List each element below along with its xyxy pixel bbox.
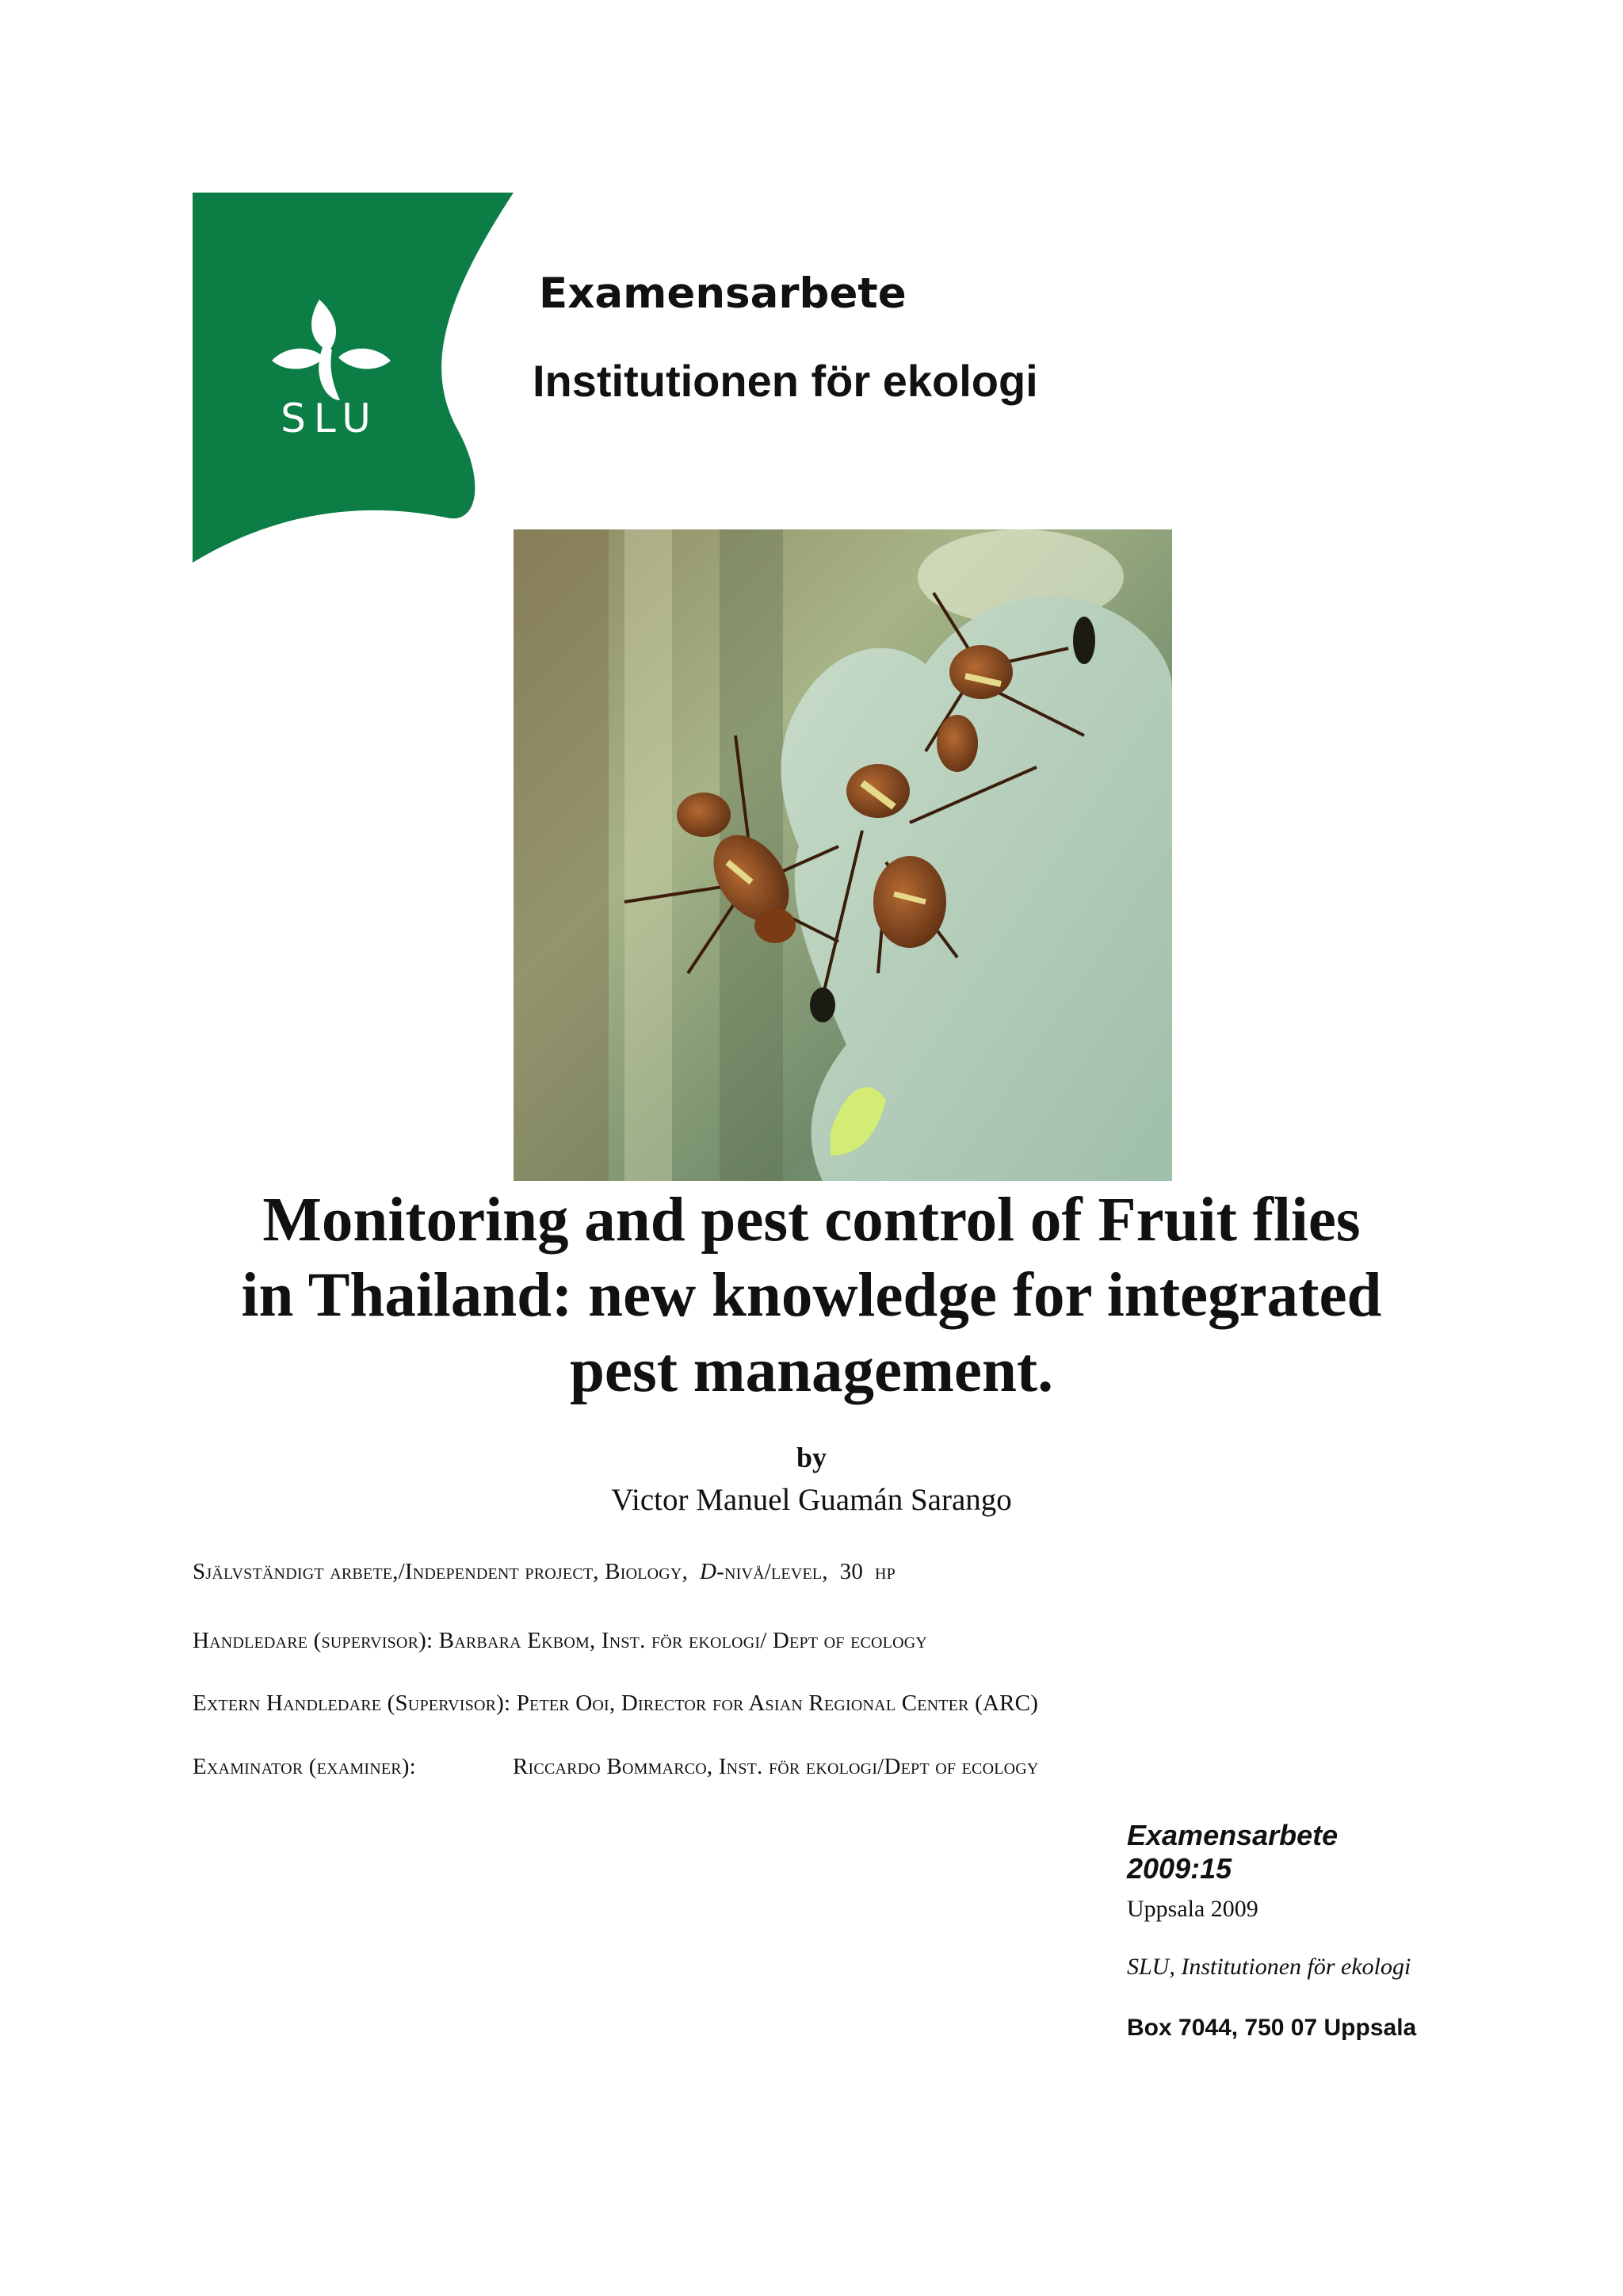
project-type: Självständigt arbete,/Independent project, Biology,	[193, 1559, 689, 1584]
project-info	[193, 1559, 896, 1585]
series-block	[1127, 1819, 1338, 1885]
title-line: pest management.	[570, 1336, 1053, 1405]
examiner-info	[193, 1754, 1039, 1780]
slu-logo	[193, 193, 514, 563]
logo-text: SLU	[281, 395, 379, 441]
level-letter: D	[699, 1559, 717, 1584]
examiner-label: Examinator (examiner):	[193, 1754, 416, 1779]
postal-address: Box 7044, 750 07 Uppsala	[1127, 2015, 1417, 2041]
credits-unit: hp	[874, 1560, 896, 1584]
series-number: 2009:15	[1127, 1852, 1232, 1885]
supervisor-info: Handledare (supervisor): Barbara Ekbom, Inst. för ekologi/ Dept of ecology	[193, 1628, 928, 1653]
credits-value: 30	[839, 1559, 864, 1584]
institution-name: SLU, Institutionen för ekologi	[1127, 1954, 1411, 1980]
title-line: Monitoring and pest control of Fruit flies	[262, 1186, 1361, 1255]
level-text: -nivå/level,	[716, 1559, 828, 1584]
author-name: Victor Manuel Guamán Sarango	[611, 1483, 1012, 1517]
header-title: Examensarbete	[539, 269, 907, 318]
extern-supervisor-info: Extern Handledare (Supervisor): Peter Ooi, Director for Asian Regional Center (ARC)	[193, 1690, 1039, 1716]
examiner-value: Riccardo Bommarco, Inst. för ekologi/Dept of ecology	[513, 1754, 1039, 1779]
by-label: by	[796, 1442, 827, 1473]
logo-green-shield	[193, 193, 514, 563]
series-label: Examensarbete	[1127, 1819, 1338, 1851]
place-year: Uppsala 2009	[1127, 1896, 1258, 1922]
document-title	[178, 1182, 1445, 1408]
cover-photo-fruit-flies	[514, 529, 1172, 1181]
header-department: Institutionen för ekologi	[533, 356, 1038, 406]
title-line: in Thailand: new knowledge for integrated	[241, 1261, 1382, 1330]
